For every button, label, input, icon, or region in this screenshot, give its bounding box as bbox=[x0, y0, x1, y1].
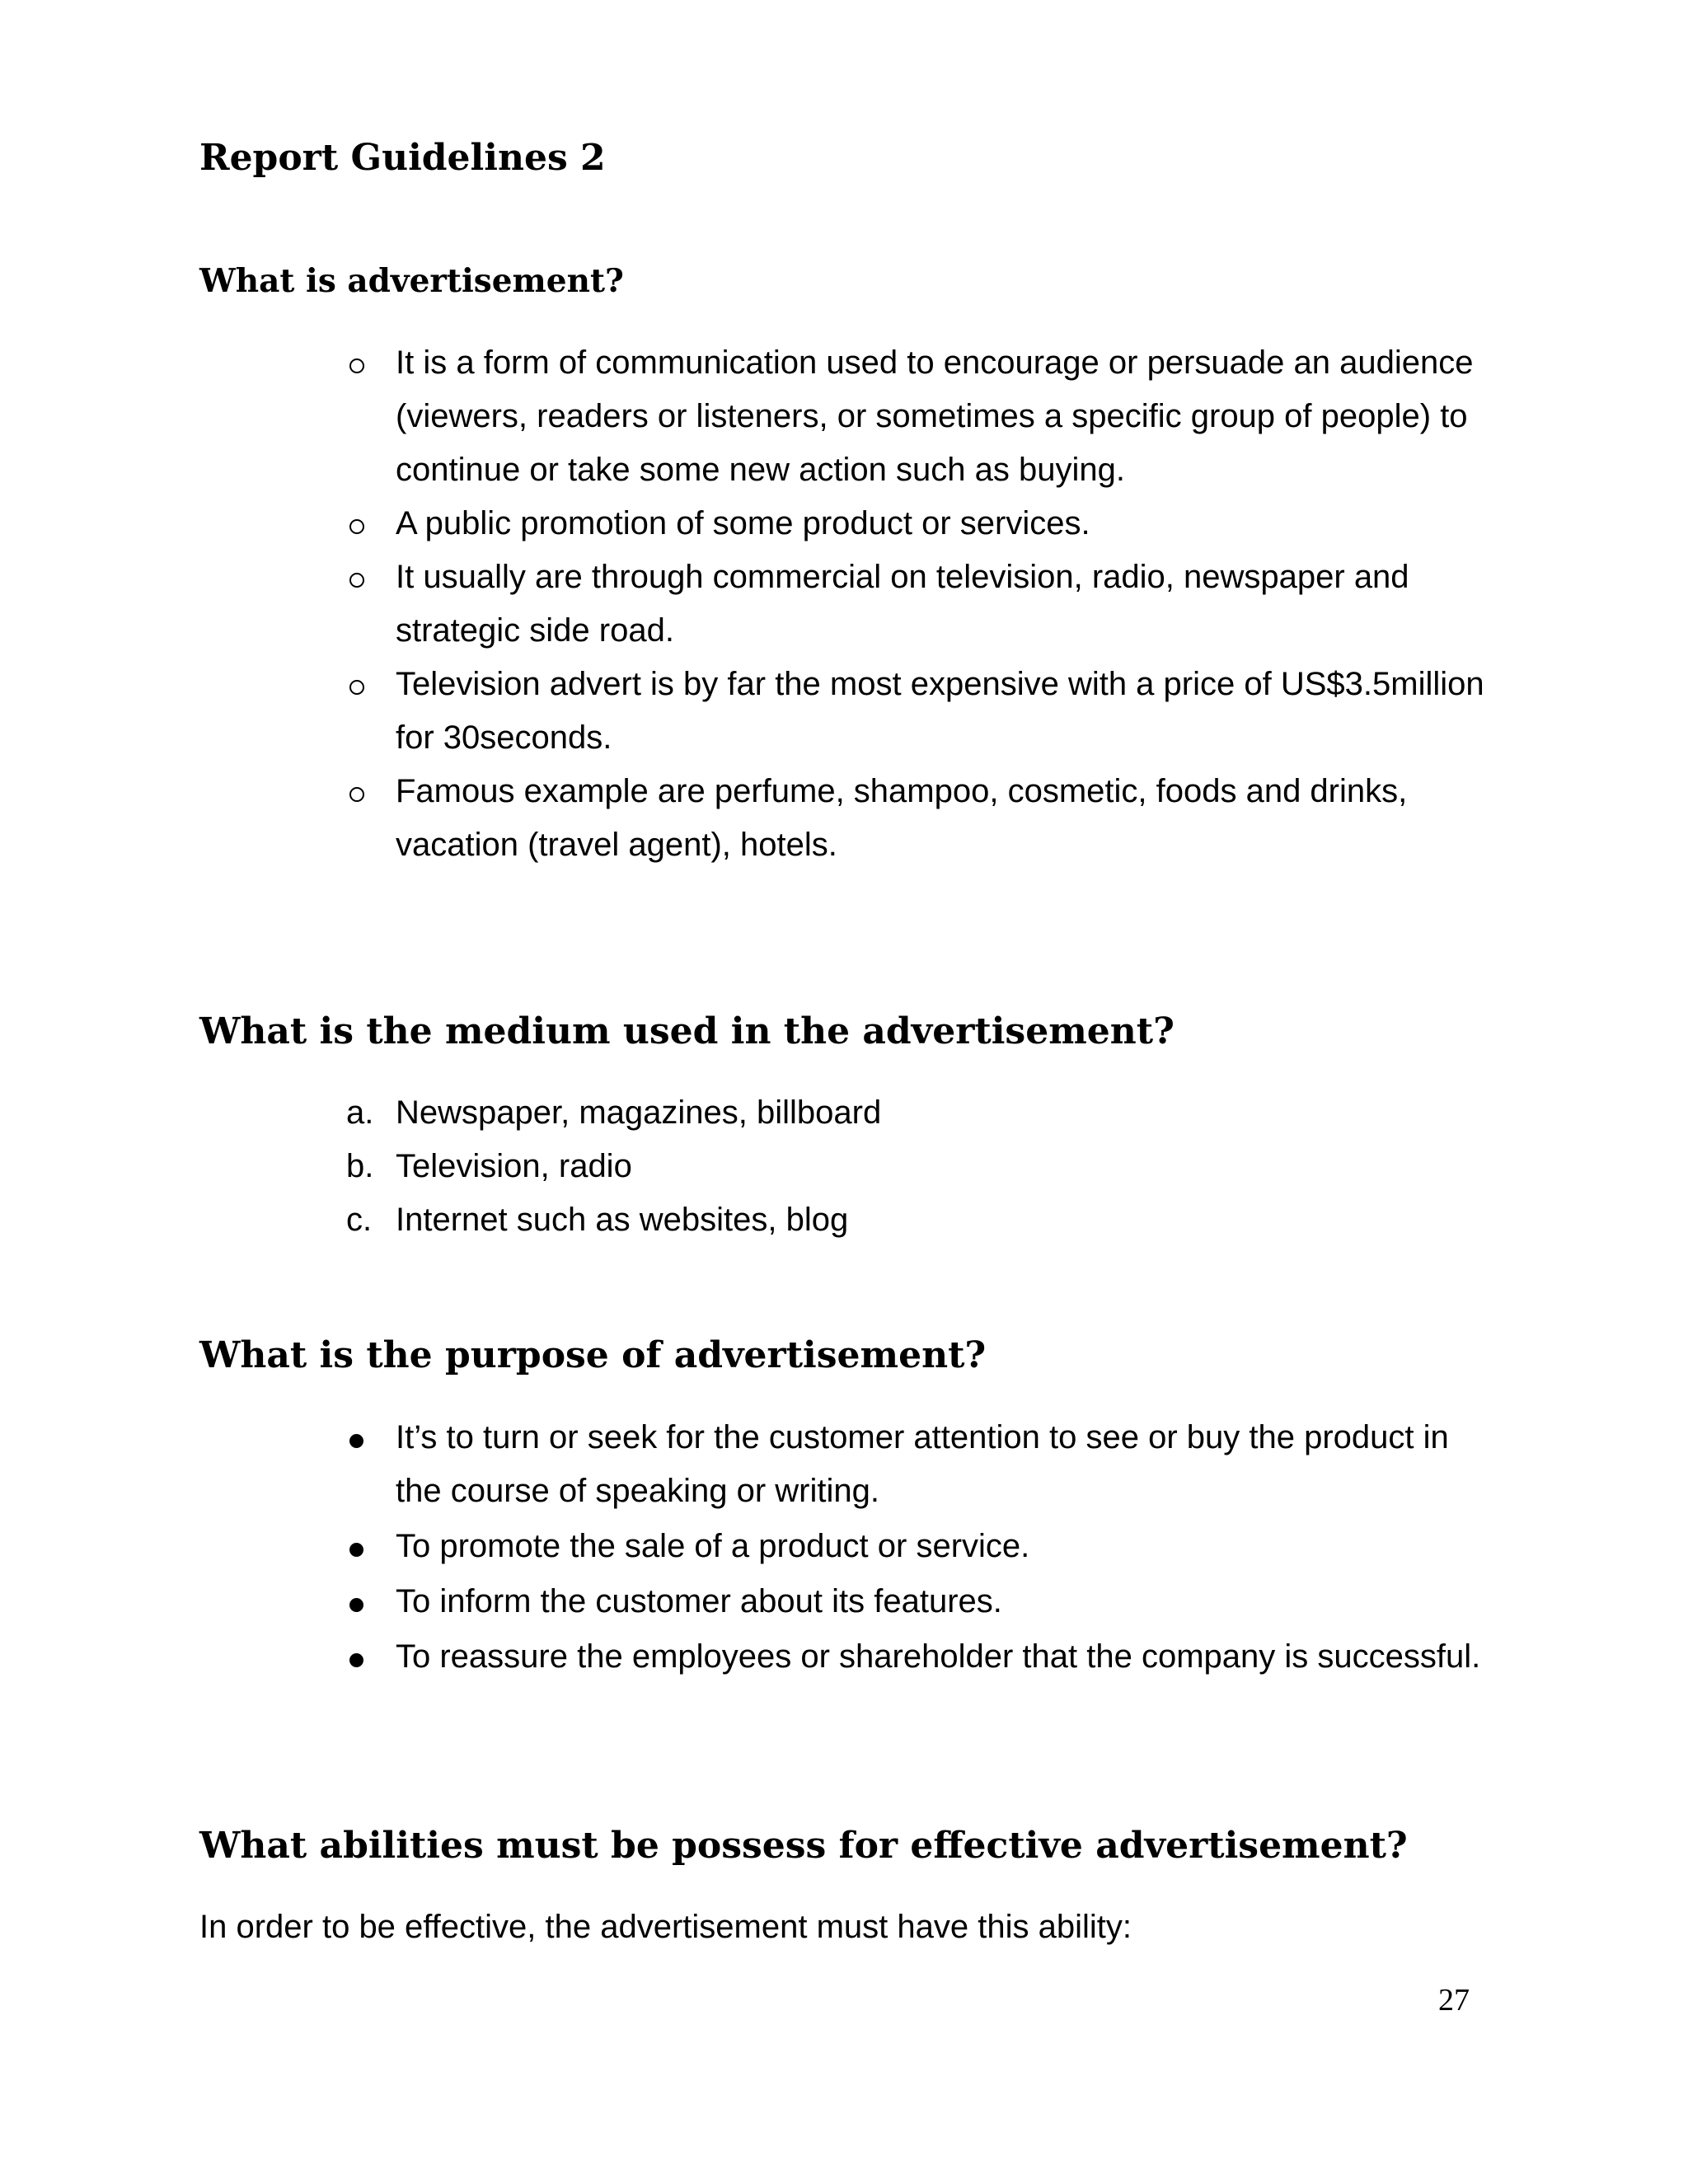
circle-bullet-icon bbox=[346, 658, 387, 711]
list-item bbox=[346, 1086, 1500, 1140]
list-item-text: Television, radio bbox=[396, 1148, 632, 1184]
definition-list bbox=[346, 336, 1500, 872]
list-item bbox=[346, 765, 1500, 872]
list-marker: c. bbox=[346, 1202, 373, 1238]
list-marker: b. bbox=[346, 1148, 374, 1184]
section-heading-abilities: What abilities must be possess for effective advertisement? bbox=[199, 1825, 1408, 1867]
medium-list bbox=[346, 1086, 1500, 1247]
list-item bbox=[346, 658, 1500, 765]
disc-bullet-icon bbox=[346, 1630, 387, 1684]
list-item bbox=[346, 497, 1500, 551]
list-item-text: Internet such as websites, blog bbox=[396, 1202, 849, 1238]
list-item-text: To reassure the employees or shareholder that the company is successful. bbox=[396, 1638, 1481, 1675]
list-item-text: It is a form of communication used to encourage or persuade an audience (viewers, readers or listeners, or sometimes a specific group of people) to continue or take some new action such as buying. bbox=[396, 344, 1474, 488]
purpose-list bbox=[346, 1411, 1500, 1684]
abilities-intro-text: In order to be effective, the advertisement must have this ability: bbox=[199, 1909, 1132, 1945]
circle-bullet-icon bbox=[346, 765, 387, 818]
disc-bullet-icon bbox=[346, 1575, 387, 1629]
list-item bbox=[346, 1575, 1500, 1629]
list-item-text: Television advert is by far the most expensive with a price of US$3.5million for 30seconds. bbox=[396, 666, 1484, 756]
list-item-text: To inform the customer about its features. bbox=[396, 1583, 1002, 1619]
list-item bbox=[346, 336, 1500, 497]
list-item-text: It usually are through commercial on television, radio, newspaper and strategic side road. bbox=[396, 559, 1409, 649]
list-item bbox=[346, 1193, 1500, 1247]
page-title: Report Guidelines 2 bbox=[199, 137, 606, 179]
section-heading-medium: What is the medium used in the advertisement? bbox=[199, 1010, 1175, 1052]
list-marker: a. bbox=[346, 1094, 374, 1131]
page-number: 27 bbox=[1438, 1983, 1470, 2018]
list-item-text: Famous example are perfume, shampoo, cosmetic, foods and drinks, vacation (travel agent), hotels. bbox=[396, 773, 1408, 863]
section-heading-definition: What is advertisement? bbox=[199, 262, 624, 300]
list-item bbox=[346, 1140, 1500, 1193]
list-item bbox=[346, 1411, 1500, 1518]
circle-bullet-icon bbox=[346, 551, 387, 604]
circle-bullet-icon bbox=[346, 336, 387, 390]
disc-bullet-icon bbox=[346, 1411, 387, 1465]
list-item bbox=[346, 1630, 1500, 1684]
list-item-text: Newspaper, magazines, billboard bbox=[396, 1094, 882, 1131]
circle-bullet-icon bbox=[346, 497, 387, 551]
list-item-text: To promote the sale of a product or service. bbox=[396, 1528, 1030, 1564]
list-item bbox=[346, 1520, 1500, 1573]
list-item bbox=[346, 551, 1500, 658]
list-item-text: A public promotion of some product or services. bbox=[396, 505, 1090, 541]
section-heading-purpose: What is the purpose of advertisement? bbox=[199, 1334, 987, 1376]
list-item-text: It’s to turn or seek for the customer attention to see or buy the product in the course of speaking or writing. bbox=[396, 1419, 1449, 1509]
disc-bullet-icon bbox=[346, 1520, 387, 1573]
